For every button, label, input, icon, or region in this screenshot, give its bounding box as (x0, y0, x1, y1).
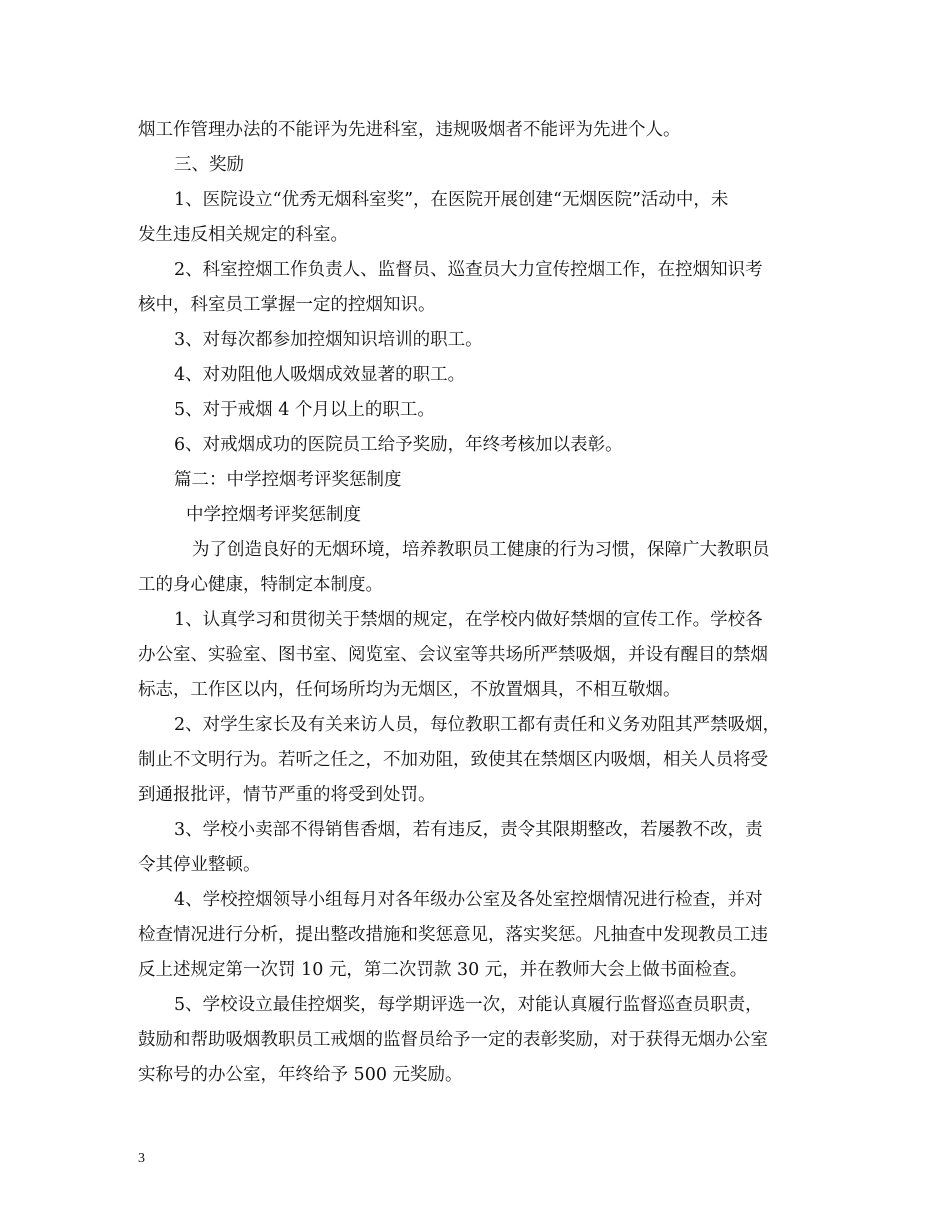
text-line: 发生违反相关规定的科室。 (138, 225, 348, 245)
text-line: 5、对于戒烟 4 个月以上的职工。 (174, 400, 435, 420)
text-line: 检查情况进行分析，提出整改措施和奖惩意见，落实奖惩。凡抽查中发现教员工违 (138, 925, 768, 945)
text-line: 3、学校小卖部不得销售香烟，若有违反，责令其限期整改，若屡教不改，责 (174, 820, 763, 840)
text-line: 标志，工作区以内，任何场所均为无烟区，不放置烟具，不相互敬烟。 (138, 680, 681, 700)
text-line: 制止不文明行为。若听之任之，不加劝阻，致使其在禁烟区内吸烟，相关人员将受 (138, 750, 768, 770)
text-line: 5、学校设立最佳控烟奖，每学期评选一次，对能认真履行监督巡查员职责， (174, 995, 763, 1015)
text-line: 令其停业整顿。 (138, 855, 261, 875)
section-heading: 三、奖励 (174, 155, 244, 175)
text-line: 6、对戒烟成功的医院员工给予奖励，年终考核加以表彰。 (174, 435, 623, 455)
text-line: 烟工作管理办法的不能评为先进科室，违规吸烟者不能评为先进个人。 (138, 120, 681, 140)
text-line: 到通报批评，情节严重的将受到处罚。 (138, 785, 436, 805)
text-line: 2、对学生家长及有关来访人员，每位教职工都有责任和义务劝阻其严禁吸烟， (174, 715, 781, 735)
text-line: 1、医院设立“优秀无烟科室奖”，在医院开展创建“无烟医院”活动中，未 (174, 190, 729, 210)
text-line: 反上述规定第一次罚 10 元，第二次罚款 30 元，并在教师大会上做书面检查。 (138, 960, 748, 980)
text-line: 工的身心健康，特制定本制度。 (138, 575, 383, 595)
text-line: 3、对每次都参加控烟知识培训的职工。 (174, 330, 483, 350)
text-line: 为了创造良好的无烟环境，培养教职员工健康的行为习惯，保障广大教职员 (192, 540, 770, 560)
section-heading: 篇二：中学控烟考评奖惩制度 (174, 470, 402, 490)
text-line: 实称号的办公室，年终给予 500 元奖励。 (138, 1065, 463, 1085)
text-line: 1、认真学习和贯彻关于禁烟的规定，在学校内做好禁烟的宣传工作。学校各 (174, 610, 763, 630)
text-line: 鼓励和帮助吸烟教职员工戒烟的监督员给予一定的表彰奖励，对于获得无烟办公室 (138, 1030, 768, 1050)
text-line: 4、对劝阻他人吸烟成效显著的职工。 (174, 365, 466, 385)
text-line: 核中，科室员工掌握一定的控烟知识。 (138, 295, 436, 315)
page-number: 3 (138, 1151, 145, 1166)
text-line: 2、科室控烟工作负责人、监督员、巡查员大力宣传控烟工作，在控烟知识考 (174, 260, 763, 280)
document-title: 中学控烟考评奖惩制度 (186, 505, 361, 525)
text-line: 办公室、实验室、图书室、阅览室、会议室等共场所严禁吸烟，并设有醒目的禁烟 (138, 645, 768, 665)
text-line: 4、学校控烟领导小组每月对各年级办公室及各处室控烟情况进行检查，并对 (174, 890, 763, 910)
